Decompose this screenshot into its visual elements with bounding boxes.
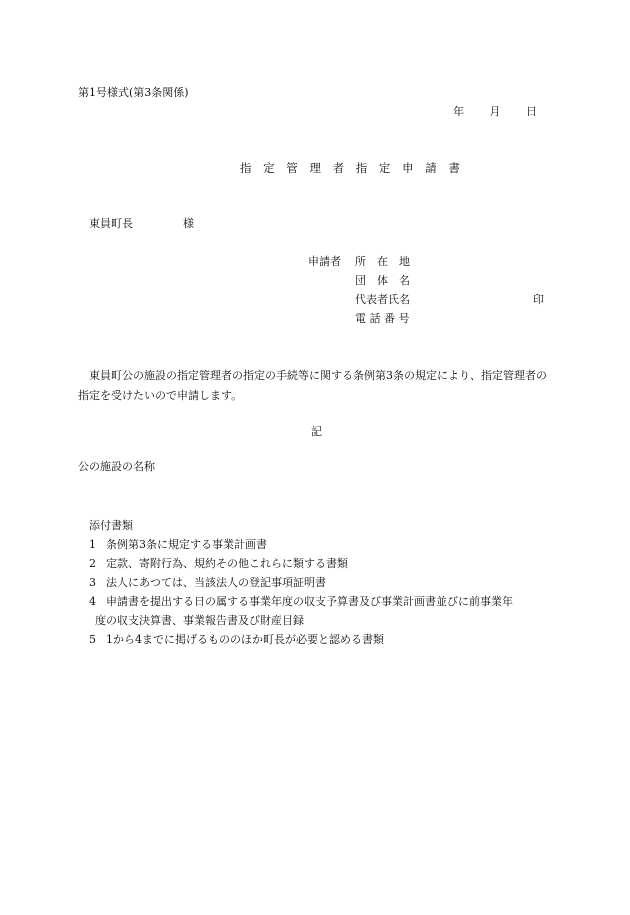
applicant-address-label: 所 在 地: [355, 255, 410, 268]
document-title: 指 定 管 理 者 指 定 申 請 書: [240, 161, 464, 175]
application-statement: 東員町公の施設の指定管理者の指定の手続等に関する条例第3条の規定により、指定管理者の指定を受けたいので申請します。: [78, 369, 547, 402]
attachment-item-continuation: 度の収支決算書、事業報告書及び財産目録: [95, 614, 304, 627]
form-number: 第1号様式(第3条関係): [78, 86, 189, 99]
addressee-name: 東員町長: [89, 217, 133, 230]
attachment-item: 3 法人にあつては、当該法人の登記事項証明書: [89, 576, 326, 589]
date-day: 日: [526, 105, 537, 118]
ki-heading: 記: [311, 425, 322, 438]
attachment-item: 5 1から4までに掲げるもののほか町長が必要と認める書類: [89, 633, 384, 646]
facility-name-label: 公の施設の名称: [78, 460, 155, 473]
addressee-honorific: 様: [183, 217, 194, 230]
attachments-heading: 添付書類: [89, 519, 133, 532]
attachment-item: 4 申請書を提出する日の属する事業年度の収支予算書及び事業計画書並びに前事業年: [89, 595, 513, 608]
applicant-phone-label: 電 話 番 号: [355, 312, 410, 325]
applicant-label: 申請者: [308, 255, 341, 268]
date-month: 月: [489, 105, 501, 118]
date-line: [453, 105, 537, 120]
date-year: 年: [453, 105, 464, 118]
applicant-organization-label: 団 体 名: [355, 274, 410, 287]
attachment-item: 1 条例第3条に規定する事業計画書: [89, 538, 267, 551]
attachment-item: 2 定款、寄附行為、規約その他これらに類する書類: [89, 557, 348, 570]
seal-mark: 印: [533, 293, 544, 306]
applicant-representative-label: 代表者氏名: [355, 293, 410, 306]
